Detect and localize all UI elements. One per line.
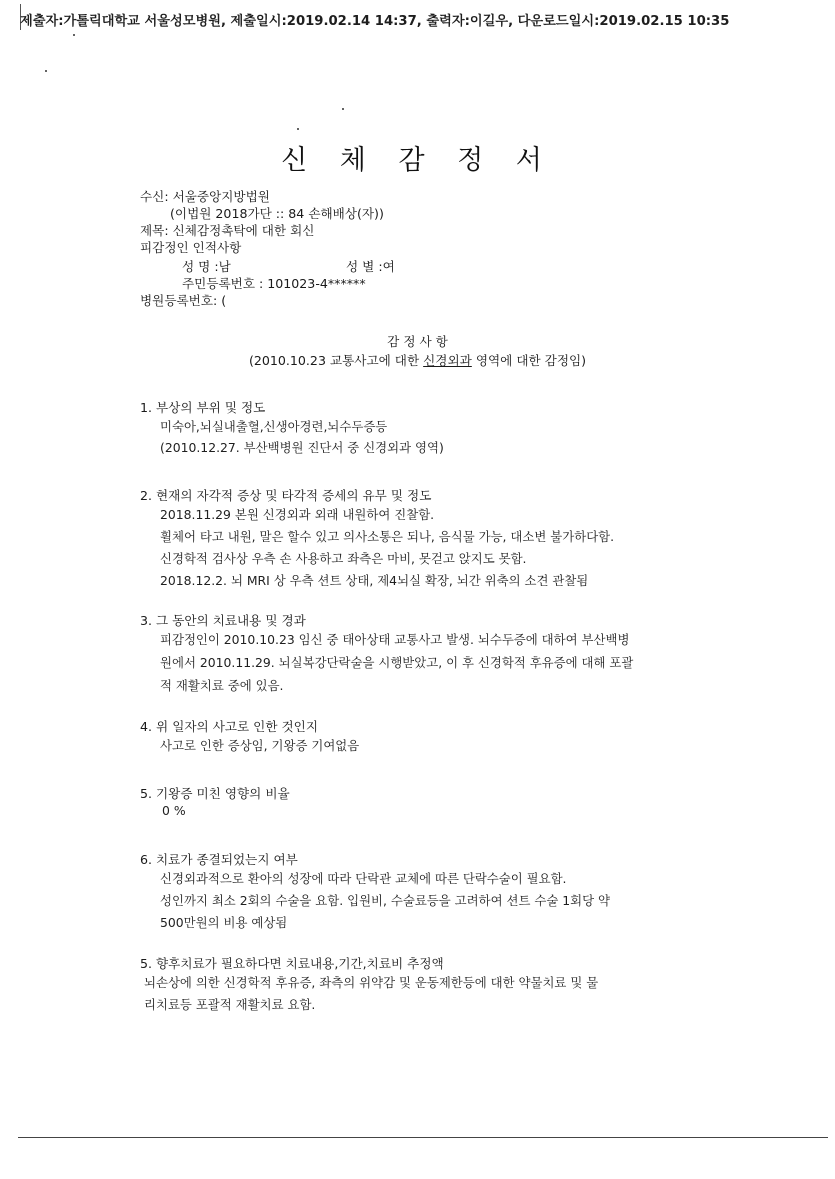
section-line: 적 재활치료 중에 있음.	[160, 678, 284, 693]
section-line: 신경학적 검사상 우측 손 사용하고 좌측은 마비, 못걷고 앉지도 못함.	[160, 551, 527, 566]
section-line: 성인까지 최소 2회의 수술을 요함. 입원비, 수술료등을 고려하여 션트 수술 1회당 약	[160, 893, 610, 908]
bottom-rule	[18, 1137, 828, 1138]
section-line: 리치료등 포괄적 재활치료 요함.	[144, 997, 316, 1012]
section-line: 2018.11.29 본원 신경외과 외래 내원하여 진찰함.	[160, 507, 435, 522]
scan-speck	[342, 108, 344, 110]
section-heading: 1. 부상의 부위 및 정도	[140, 400, 266, 415]
section-line: 피감정인이 2010.10.23 임신 중 태아상태 교통사고 발생. 뇌수두증에 대하여 부산백병	[160, 632, 630, 647]
section-heading: 5. 향후치료가 필요하다면 치료내용,기간,치료비 추정액	[140, 956, 444, 971]
section-line: 사고로 인한 증상임, 기왕증 기여없음	[160, 738, 360, 753]
document-title: 신 체 감 정 서	[281, 145, 554, 176]
person-info-heading: 피감정인 인적사항	[140, 240, 242, 255]
findings-title: 감 정 사 항	[387, 334, 448, 349]
department-underlined: 신경외과	[423, 353, 472, 368]
scan-speck	[297, 128, 299, 130]
section-line: 0 %	[162, 803, 186, 818]
section-line: 500만원의 비용 예상됨	[160, 915, 288, 930]
scan-speck	[73, 34, 75, 36]
section-heading: 6. 치료가 종결되었는지 여부	[140, 852, 298, 867]
section-heading: 3. 그 동안의 치료내용 및 경과	[140, 613, 306, 628]
findings-subtitle: (2010.10.23 교통사고에 대한 신경외과 영역에 대한 감정임)	[248, 353, 587, 368]
section-line: 뇌손상에 의한 신경학적 후유증, 좌측의 위약감 및 운동제한등에 대한 약물치료 및 물	[144, 975, 599, 990]
section-heading: 2. 현재의 자각적 증상 및 타각적 증세의 유무 및 정도	[140, 488, 432, 503]
section-line: 신경외과적으로 환아의 성장에 따라 단락관 교체에 따른 단락수술이 필요함.	[160, 871, 567, 886]
submission-header: 제출자:가톨릭대학교 서울성모병원, 제출일시:2019.02.14 14:37, 출력자:이길우, 다운로드일시:2019.02.15 10:35	[20, 14, 730, 29]
section-line: 2018.12.2. 뇌 MRI 상 우측 션트 상태, 제4뇌실 확장, 뇌간 위축의 소견 관찰됨	[160, 573, 589, 588]
section-line: (2010.12.27. 부산백병원 진단서 중 신경외과 영역)	[160, 440, 444, 455]
section-heading: 4. 위 일자의 사고로 인한 것인지	[140, 719, 319, 734]
subject-line: 제목: 신체감정촉탁에 대한 회신	[140, 223, 315, 238]
section-line: 원에서 2010.11.29. 뇌실복강단락술을 시행받았고, 이 후 신경학적 후유증에 대해 포괄	[160, 655, 634, 670]
hospital-number-field: 병원등록번호: (	[140, 293, 227, 308]
resident-number-field: 주민등록번호 : 101023-4******	[182, 276, 366, 291]
name-field: 성 명 :남	[182, 259, 231, 274]
scan-speck	[45, 70, 47, 72]
case-number-line: (이법원 2018가단 :: 84 손해배상(자))	[170, 206, 384, 221]
recipient-line: 수신: 서울중앙지방법원	[140, 189, 270, 204]
section-line: 미숙아,뇌실내출혈,신생아경련,뇌수두증등	[160, 419, 388, 434]
sex-field: 성 별 :여	[346, 259, 395, 274]
section-line: 휠체어 타고 내원, 말은 할수 있고 의사소통은 되나, 음식물 가능, 대소변 불가하다함.	[160, 529, 615, 544]
section-heading: 5. 기왕증 미친 영향의 비율	[140, 786, 290, 801]
